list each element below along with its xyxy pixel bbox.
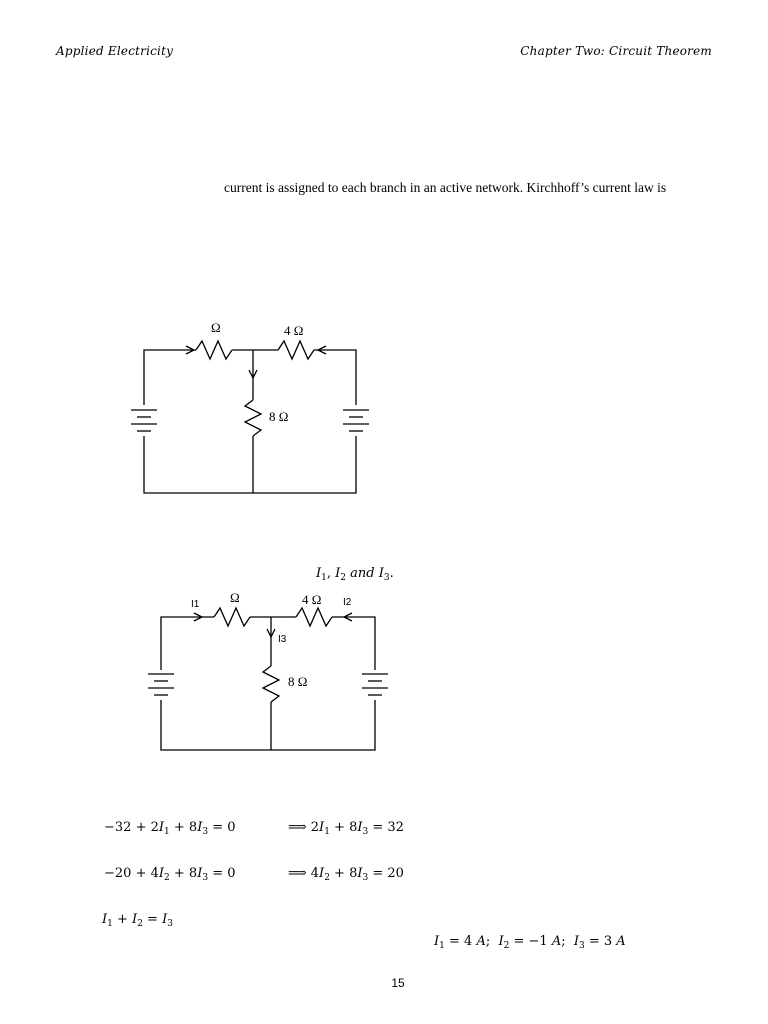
circuit1-label-r1: Ω [211,320,221,335]
circuit2-label-r2: 4 Ω [302,592,322,607]
header-left: Applied Electricity [56,44,174,58]
equation-3: $I_1 + I_2 = I_3$ [102,912,173,929]
circuit2-resistor-3 [263,666,279,702]
equation-result: $I_1 = 4$ A; $I_2 = -1$ A; $I_3 = 3$ A [434,934,626,951]
circuit2-resistor-1 [214,608,250,626]
circuit2-label-i3: I3 [278,634,287,645]
page-number: 15 [391,976,405,990]
equation-2-right: ⟹ $4I_2 + 8I_3 = 20$ [288,866,404,883]
circuit2-label-r1: Ω [230,590,240,605]
circuit2-caption: $I_1$, $I_2$ and $I_3$. [316,566,394,583]
circuit2-label-i2: I2 [343,597,352,608]
circuit1-label-r3: 8 Ω [269,409,289,424]
circuit2-top-left-wire [161,617,214,670]
equation-1-left: $-32 + 2I_1 + 8I_3 = 0$ [104,820,236,837]
circuit2-label-r3: 8 Ω [288,674,308,689]
equation-2-left: $-20 + 4I_2 + 8I_3 = 0$ [104,866,236,883]
circuit2-top-right-wire [332,617,375,670]
header-right: Chapter Two: Circuit Theorem [520,44,712,58]
circuit1-label-r2: 4 Ω [284,323,304,338]
equation-1-right: ⟹ $2I_1 + 8I_3 = 32$ [288,820,404,837]
circuit2-bottom-wire [161,700,375,750]
circuit2-label-i1: I1 [191,599,200,610]
circuit2-resistor-2 [296,608,332,626]
body-text-line: current is assigned to each branch in an active network. Kirchhoff’s current law is [224,180,667,195]
